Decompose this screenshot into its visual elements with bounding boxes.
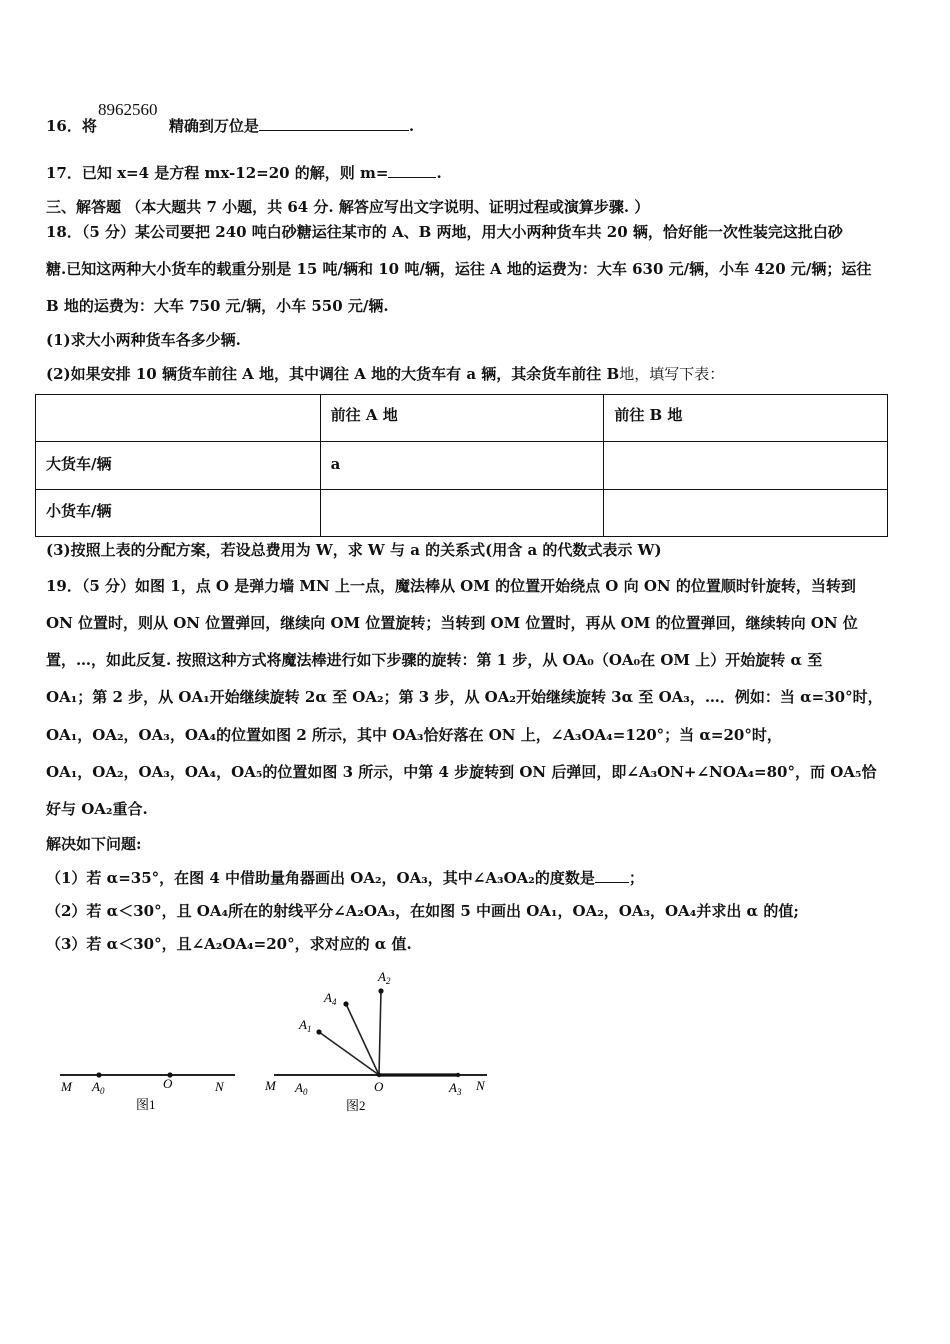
q19-line4: OA₁；第 2 步，从 OA₁开始继续旋转 2α 至 OA₂；第 3 步，从 OA₂开始继续旋转 3α 至 OA₃，…．例如：当 α=30°时， [46,688,883,706]
table-cell-a[interactable] [320,490,604,537]
table-row-label: 大货车/辆 [36,442,321,490]
table-row [36,442,888,490]
q19-line3: 置，…，如此反复. 按照这种方式将魔法棒进行如下步骤的旋转：第 1 步，从 OA₀（OA₀在 OM 上）开始旋转 α 至 [46,651,823,669]
q19-p1-end: ； [628,869,644,887]
ray-oa2 [379,991,381,1075]
point-a0 [96,1072,101,1077]
table-cell-b[interactable] [604,442,888,490]
q17-line [46,162,442,183]
section3-title: 三、解答题 （本大题共 7 小题，共 64 分. 解答应写出文字说明、证明过程或演算步骤. ） [46,198,650,216]
q19-solve: 解决如下问题: [46,835,142,853]
q16-answer-blank[interactable] [259,115,409,131]
ray-oa4 [346,1004,379,1075]
label-m: M [61,1079,72,1094]
q19-line7: 好与 OA₂重合. [46,800,148,818]
label-m: M [265,1078,276,1093]
q18-part2 [46,364,724,384]
q19-p1-text: （1）若 α=35°，在图 4 中借助量角器画出 OA₂，OA₃，其中∠A₃OA₂的度数是 [46,869,595,887]
q19-line5: OA₁，OA₂，OA₃，OA₄的位置如图 2 所示，其中 OA₃恰好落在 ON 上，∠A₃OA₄=120°；当 α=20°时， [46,726,782,744]
point-a1 [316,1029,321,1034]
q16-number: 8962560 [98,100,158,119]
table-cell-b[interactable] [604,490,888,537]
label-a0: $A_0$ [295,1080,308,1097]
q18-line2: 糖.已知这两种大小货车的载重分别是 15 吨/辆和 10 吨/辆，运往 A 地的运费为：大车 630 元/辆，小车 420 元/辆；运往 [46,260,872,278]
q18-part1: (1)求大小两种货车各多少辆. [46,331,241,349]
figure-2 [262,960,497,1120]
label-n: N [215,1079,224,1094]
point-a2 [378,988,383,993]
q18-line3: B 地的运费为：大车 750 元/辆，小车 550 元/辆. [46,297,389,315]
table-header-cell: 前往 B 地 [604,395,888,442]
q19-line2: ON 位置时，则从 ON 位置弹回，继续向 OM 位置旋转；当转到 OM 位置时，再从 OM 的位置弹回，继续转向 ON 位 [46,614,858,632]
q19-p2: （2）若 α＜30°，且 OA₄所在的射线平分∠A₂OA₃，在如图 5 中画出 OA₁，OA₂，OA₃，OA₄并求出 α 的值; [46,902,799,920]
label-n: N [476,1078,485,1093]
figure-1-caption: 图1 [136,1097,156,1112]
q18-line1: 18．（5 分）某公司要把 240 吨白砂糖运往某市的 A、B 两地，用大小两种货车共 20 辆，恰好能一次性装完这批白砂 [46,223,843,241]
q17-text: 17．已知 x=4 是方程 mx-12=20 的解，则 m= [46,164,389,182]
label-a0: $A_0$ [92,1079,105,1096]
q19-p1 [46,867,644,888]
table-row [36,490,888,537]
q19-line1: 19．（5 分）如图 1，点 O 是弹力墙 MN 上一点，魔法棒从 OM 的位置开始绕点 O 向 ON 的位置顺时针旋转，当转到 [46,577,856,595]
table-header-cell [36,395,321,442]
ray-oa1 [319,1032,379,1075]
q19-p3: （3）若 α＜30°，且∠A₂OA₄=20°，求对应的 α 值. [46,935,412,953]
point-o [377,1073,381,1077]
q18-part2-main: (2)如果安排 10 辆货车前往 A 地，其中调往 A 地的大货车有 a 辆，其余货车前往 B [46,365,620,383]
table-header-row [36,395,888,442]
point-a3 [456,1073,460,1077]
point-a4 [343,1001,348,1006]
label-a3: $A_3$ [449,1080,462,1097]
distribution-table [35,394,888,537]
q19-line6: OA₁，OA₂，OA₃，OA₄，OA₅的位置如图 3 所示，中第 4 步旋转到 ON 后弹回，即∠A₃ON+∠NOA₄=80°，而 OA₅恰 [46,763,877,781]
label-o: O [374,1079,384,1094]
q18-part3: (3)按照上表的分配方案，若设总费用为 W，求 W 与 a 的关系式(用含 a 的代数式表示 W) [46,541,662,559]
q18-part2-tail: 地，填写下表： [619,365,725,383]
q17-answer-blank[interactable] [388,162,436,178]
q16-end: . [408,117,415,135]
q16-suffix: 精确到万位是 [168,117,259,135]
table-cell-a[interactable]: a [320,442,604,490]
label-a1: $A_1$ [299,1017,312,1034]
figure-1 [55,1060,240,1120]
table-row-label: 小货车/辆 [36,490,321,537]
q19-p1-blank[interactable] [595,867,629,883]
label-a4: $A_4$ [324,990,337,1007]
q17-end: . [436,164,442,182]
figure-2-caption: 图2 [346,1098,366,1113]
label-a2: $A_2$ [378,969,391,986]
label-o: O [163,1076,173,1091]
table-header-cell: 前往 A 地 [320,395,604,442]
q16-prefix: 16．将 [46,117,97,135]
